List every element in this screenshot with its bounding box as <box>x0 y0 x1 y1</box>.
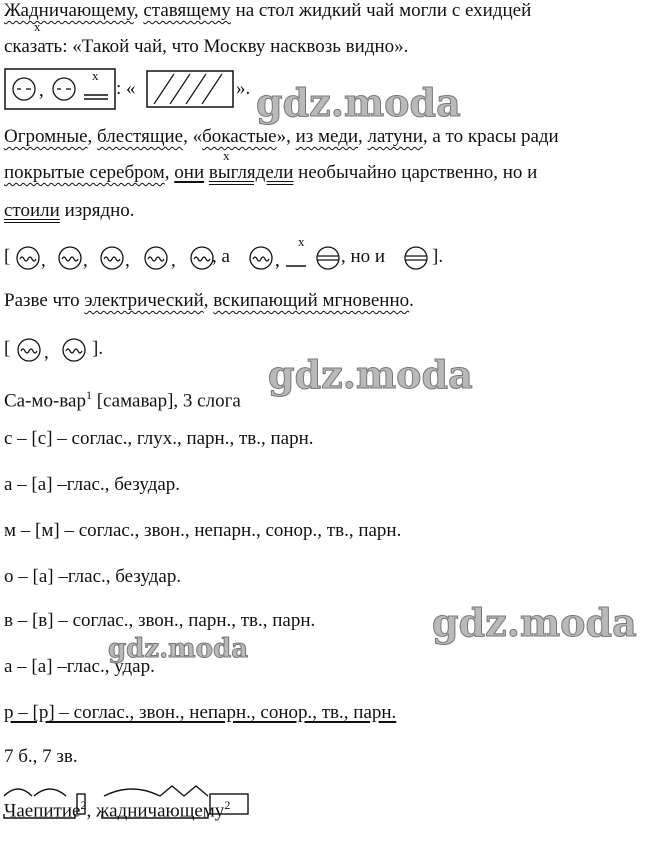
scheme-1-end: ». <box>236 78 251 99</box>
svg-text:,: , <box>125 250 130 271</box>
sentence-2-line-3: стоили изрядно. <box>4 200 135 221</box>
predicate-vyglyadeli: выглядели <box>208 162 294 183</box>
phonetic-line-6: а – [а] –глас., удар. <box>4 656 155 677</box>
phonetic-line-7: р – [р] – соглас., звон., непарн., сонор., тв., парн. <box>4 702 397 723</box>
svg-text:,: , <box>83 250 88 271</box>
scheme-1-box <box>4 68 116 110</box>
svg-text:,: , <box>44 342 49 363</box>
phonetic-line-5: в – [в] – соглас., звон., парн., тв., парн. <box>4 610 316 631</box>
svg-text:,: , <box>275 250 280 271</box>
word-stavyashchemu: ставящему <box>143 0 231 21</box>
watermark: gdz.moda <box>432 600 637 645</box>
phonetic-line-2: а – [а] –глас., безудар. <box>4 474 181 495</box>
sentence-1-line-1: Жадничающему, ставящему на стол жидкий чай могли с ехидцей <box>4 0 532 21</box>
svg-text:,: , <box>39 80 44 101</box>
sentence-2-line-1: Огромные, блестящие, «бокастые», из меди, латуни, а то красы ради <box>4 126 559 147</box>
predicate-x-mark: x <box>34 19 41 34</box>
scheme-1-direct-speech-box <box>146 70 234 108</box>
watermark: gdz.moda <box>268 352 473 397</box>
phonetic-line-1: с – [с] – соглас., глух., парн., тв., парн. <box>4 428 314 449</box>
word-zhadnichayushchemu: Жадничающему <box>4 0 134 21</box>
phonetic-total: 7 б., 7 зв. <box>4 746 78 767</box>
sentence-1-line-2: сказать: «Такой чай, что Москву насквозь видно». <box>4 36 409 57</box>
subject-oni: они <box>174 162 205 183</box>
phonetic-line-4: о – [а] –глас., безудар. <box>4 566 182 587</box>
scheme-2-x-mark: x <box>298 234 305 249</box>
scheme-2-predicate-2 <box>403 242 431 276</box>
phonetic-title: Са-мо-вар$^1$ [самавар], 3 слога <box>4 388 241 412</box>
predicate-stoili: стоили <box>4 200 60 221</box>
svg-text:,: , <box>41 250 46 271</box>
phonetic-line-3: м – [м] – соглас., звон., непарн., сонор., тв., парн. <box>4 520 402 541</box>
scheme-3-circles <box>16 334 92 368</box>
subject-x-mark: x <box>223 148 230 163</box>
watermark: gdz.moda <box>108 634 249 664</box>
scheme-1-x-mark: x <box>92 68 99 83</box>
scheme-1-colon: : « <box>116 78 136 99</box>
svg-text:,: , <box>171 250 176 271</box>
morpheme-words: Чаепитие$^2$, жадничающему$^2$ <box>4 798 231 822</box>
sentence-3: Разве что электрический, вскипающий мгновенно. <box>4 290 414 311</box>
sentence-2-line-2: покрытые серебром, они выглядели необычайно царственно, но и <box>4 162 538 183</box>
watermark: gdz.moda <box>256 80 461 125</box>
